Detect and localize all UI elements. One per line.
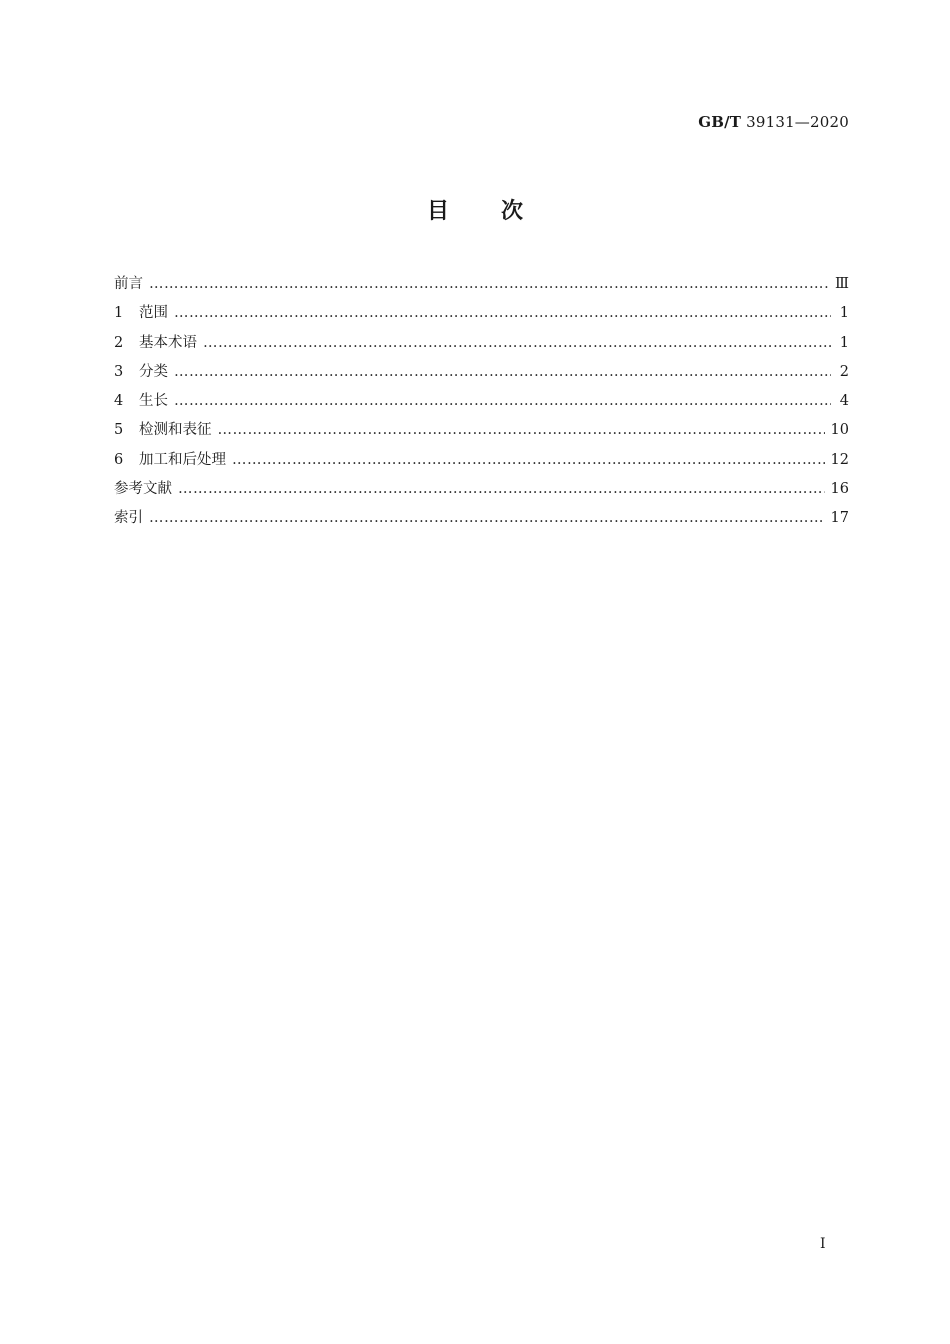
toc-entry-bibliography[interactable] — [114, 477, 849, 506]
standard-number: 39131—2020 — [746, 113, 849, 131]
toc-entry-number: 6 — [114, 451, 124, 468]
toc-entry-label: 检测和表征 — [139, 422, 212, 439]
toc-entry-number: 1 — [114, 305, 124, 322]
toc-entry-number: 3 — [114, 363, 124, 380]
toc-entry-label: 索引 — [114, 510, 143, 527]
toc-entry-page: 1 — [839, 334, 849, 351]
toc-entry-classification[interactable] — [114, 360, 849, 389]
toc-entry-page: 17 — [830, 510, 849, 527]
toc-leader-dots — [218, 422, 825, 438]
toc-entry-label: 生长 — [139, 393, 168, 410]
toc-leader-dots — [232, 452, 825, 468]
toc-entry-characterization[interactable] — [114, 418, 849, 447]
title-char-2: 次 — [501, 199, 524, 224]
toc-entry-label: 参考文献 — [114, 481, 172, 498]
toc-entry-label: 加工和后处理 — [139, 451, 226, 468]
toc-leader-dots — [174, 305, 831, 321]
toc-leader-dots — [149, 510, 825, 526]
toc-entry-processing[interactable] — [114, 448, 849, 477]
toc-entry-page: 12 — [830, 451, 849, 468]
toc-entry-page: 10 — [830, 422, 849, 439]
toc-entry-page: 1 — [839, 305, 849, 322]
toc-entry-basic-terms[interactable] — [114, 331, 849, 360]
page-title — [0, 194, 950, 225]
toc-entry-label: 范围 — [139, 305, 168, 322]
toc-leader-dots — [174, 393, 831, 409]
page-number: I — [820, 1236, 826, 1252]
toc-leader-dots — [203, 335, 831, 351]
toc-leader-dots — [149, 276, 829, 292]
toc-entry-label: 分类 — [139, 363, 168, 380]
toc-entry-number: 5 — [114, 422, 124, 439]
toc-entry-page: 2 — [839, 363, 849, 380]
toc-entry-page: 16 — [830, 481, 849, 498]
table-of-contents — [114, 272, 849, 536]
toc-entry-growth[interactable] — [114, 389, 849, 418]
toc-entry-label: 前言 — [114, 276, 143, 292]
toc-entry-index[interactable] — [114, 506, 849, 535]
toc-leader-dots — [174, 364, 831, 380]
toc-entry-number: 2 — [114, 334, 124, 351]
standard-code — [698, 113, 849, 131]
toc-entry-foreword[interactable] — [114, 272, 849, 301]
toc-entry-label: 基本术语 — [139, 334, 197, 351]
toc-entry-number: 4 — [114, 393, 124, 410]
toc-entry-page: 4 — [839, 393, 849, 410]
title-char-1: 目 — [426, 199, 449, 224]
standard-prefix: GB/T — [698, 113, 742, 131]
toc-entry-page: Ⅲ — [835, 276, 849, 292]
toc-entry-scope[interactable] — [114, 301, 849, 330]
toc-leader-dots — [178, 481, 825, 497]
